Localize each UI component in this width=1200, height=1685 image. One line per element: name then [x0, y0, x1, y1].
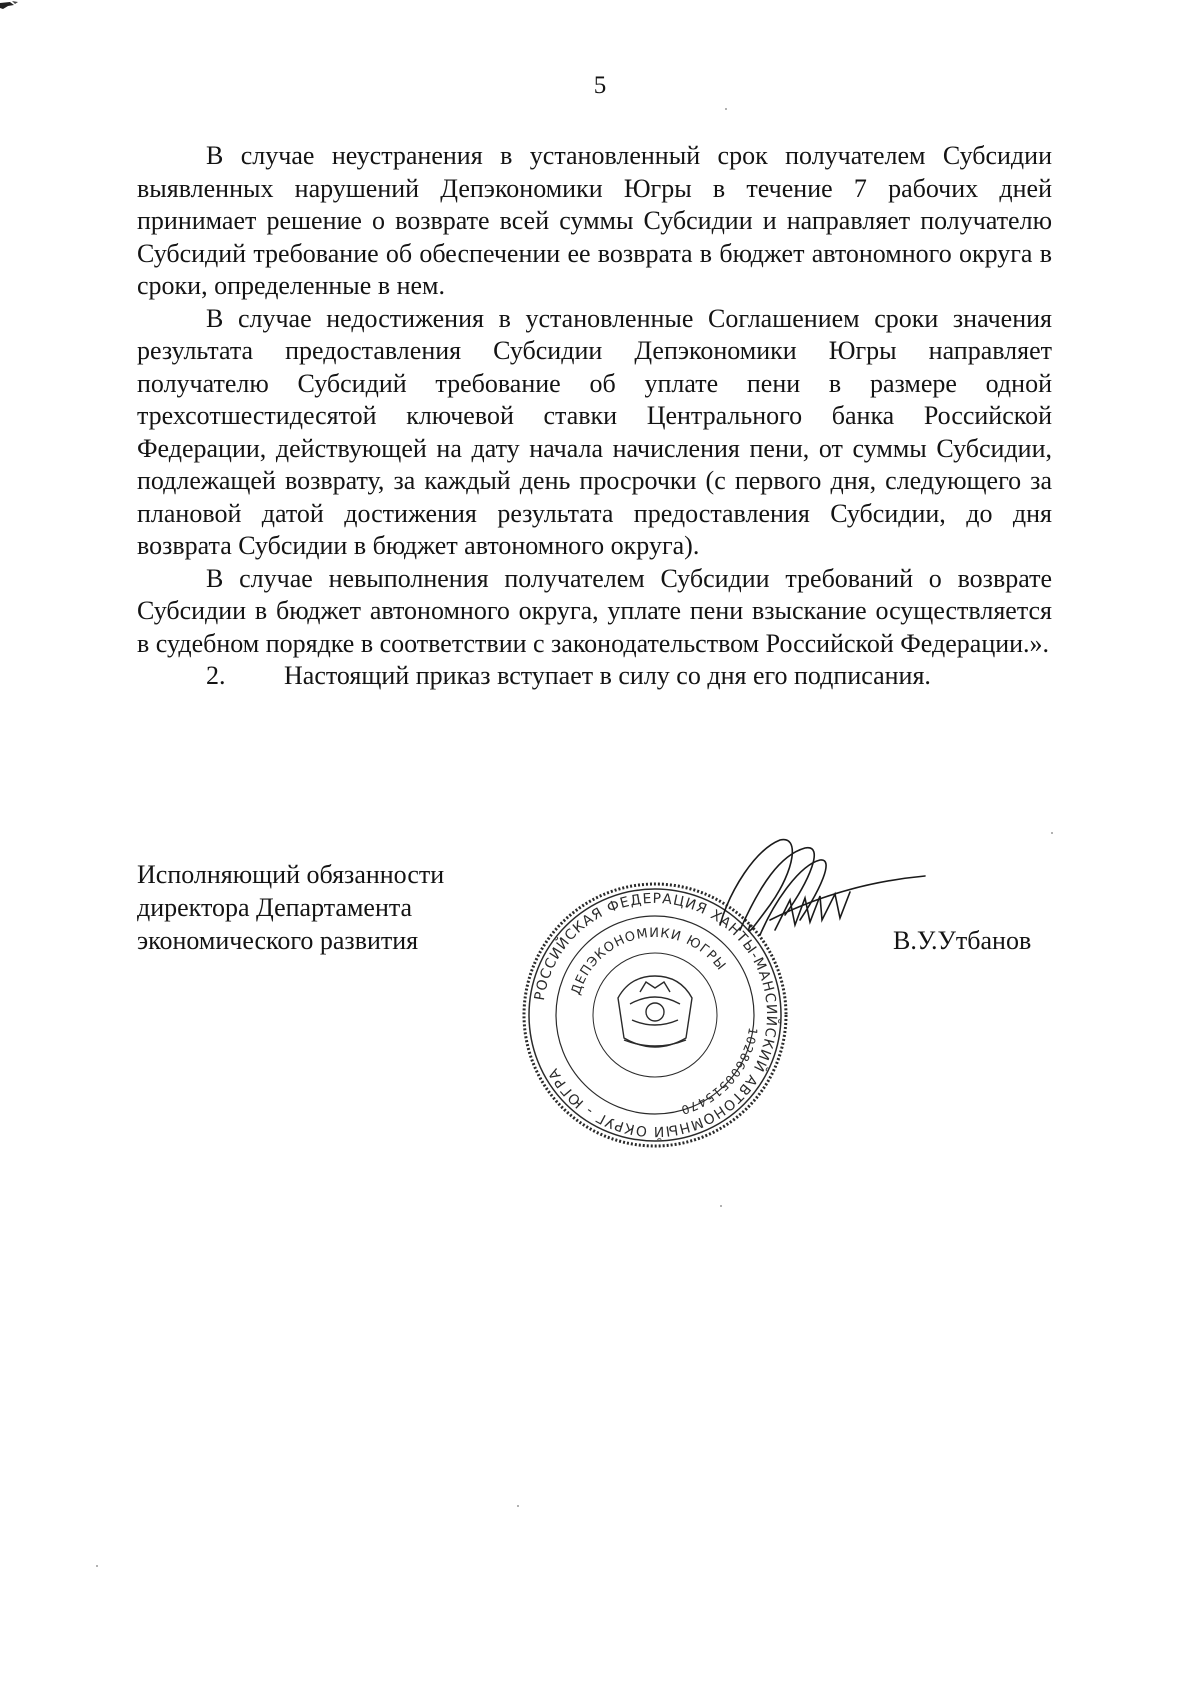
signer-title-line: Исполняющий обязанности: [137, 860, 445, 889]
page-number: 5: [593, 72, 607, 99]
signer-title-line: экономического развития: [137, 926, 419, 955]
paragraph: В случае недостижения в установленные Соглашением сроки значения результата предоставления Субсидии Депэкономики Югры направляет получателю Субсидий требование об уплате пени в размере одной трехсотшестидесятой ключевой ставки Центрального банка Российской Федерации, действующей на дату начала начисления пени, от суммы Субсидии, подлежащей возврату, за каждый день просрочки (с первого дня, следующего за плановой датой достижения результата предоставления Субсидии, до дня возврата Субсидии в бюджет автономного округа).: [137, 303, 1052, 560]
body-text: [137, 140, 1052, 693]
seal-registration-number: 1028600515470: [678, 1026, 761, 1118]
scan-speck: [517, 1505, 519, 1507]
scan-speck: [1051, 832, 1053, 834]
scan-speck: [720, 1205, 722, 1207]
paragraph: В случае невыполнения получателем Субсидии требований о возврате Субсидии в бюджет автономного округа, уплате пени взыскание осуществляется в судебном порядке в соответствии с законодательством Российской Федерации.».: [137, 563, 1052, 658]
signer-title: [137, 858, 497, 957]
scan-artifact: [0, 0, 22, 14]
signer-name: В.У.Утбанов: [893, 926, 1032, 955]
paragraph: В случае неустранения в установленный срок получателем Субсидии выявленных нарушений Депэкономики Югры в течение 7 рабочих дней принимает решение о возврате всей суммы Субсидии и направляет получателю Субсидий требование об обеспечении ее возврата в бюджет автономного округа в сроки, определенные в нем.: [137, 141, 1052, 300]
scan-speck: [725, 108, 727, 110]
clause-2: [137, 660, 1052, 693]
signer-title-line: директора Департамента: [137, 893, 413, 922]
clause-text: Настоящий приказ вступает в силу со дня его подписания.: [284, 661, 931, 690]
scan-speck: [96, 1565, 98, 1567]
coat-of-arms-icon: [618, 976, 692, 1047]
clause-number: 2.: [206, 661, 226, 690]
seal-inner-text: ДЕПЭКОНОМИКИ ЮГРЫ: [568, 925, 729, 997]
seal-outer-text: РОССИЙСКАЯ ФЕДЕРАЦИЯ ХАНТЫ-МАНСИЙСКИЙ АВТОНОМНЫЙ ОКРУГ - ЮГРА: [531, 890, 780, 1140]
